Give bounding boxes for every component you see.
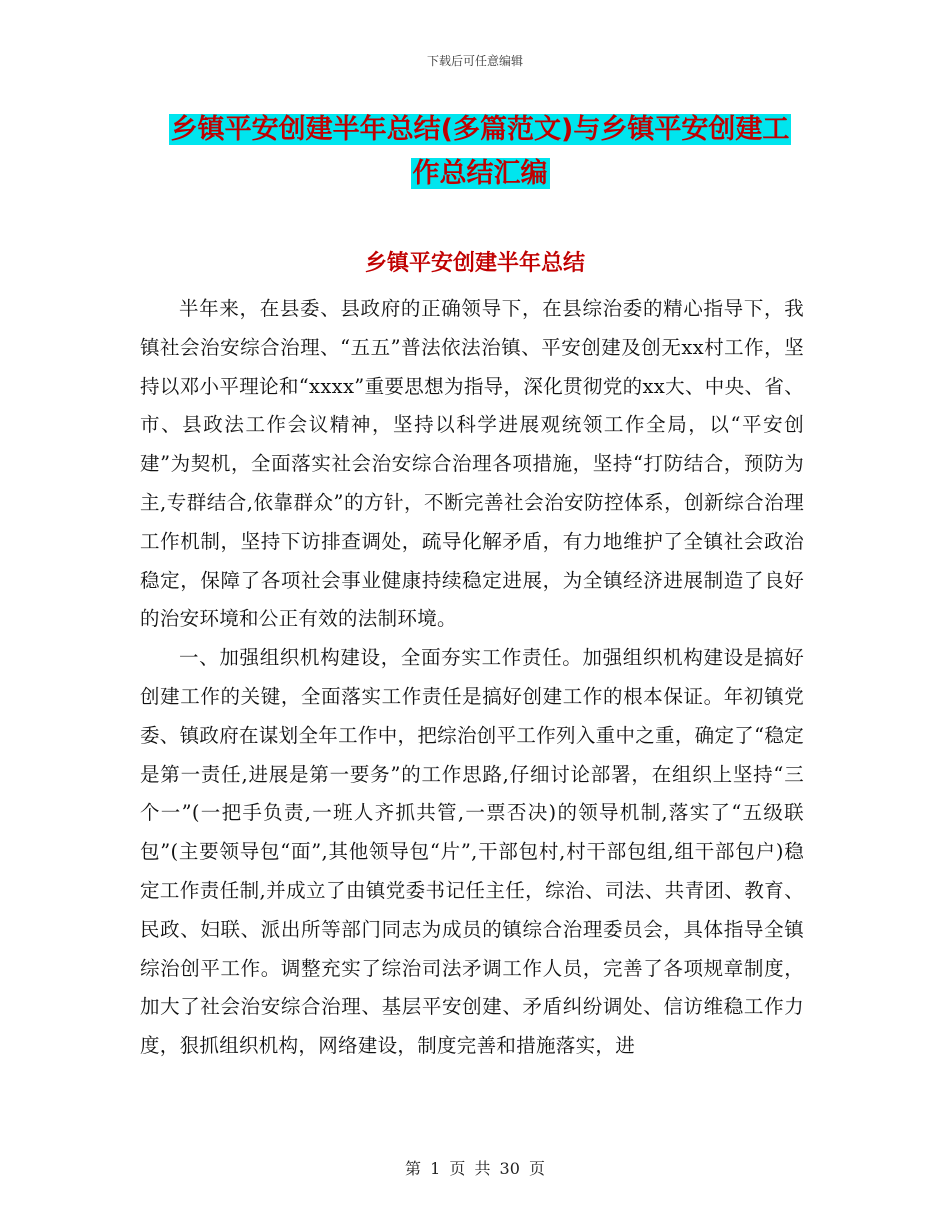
document-title-line-1: 乡镇平安创建半年总结(多篇范文)与乡镇平安创建工 (170, 114, 790, 145)
body-paragraph-section-1: 一、加强组织机构建设，全面夯实工作责任。加强组织机构建设是搞好创建工作的关键，全面落实工作责任是搞好创建工作的根本保证。年初镇党委、镇政府在谋划全年工作中，把综治创平工作列入重中之重，确定了“稳定是第一责任,进展是第一要务”的工作思路,仔细讨论部署，在组织上坚持“三个一”(一把手负责,一班人齐抓共管,一票否决)的领导机制,落实了“五级联包”(主要领导包“面”,其他领导包“片”,干部包村,村干部包组,组干部包户)稳定工作责任制,并成立了由镇党委书记任主任，综治、司法、共青团、教育、民政、妇联、派出所等部门同志为成员的镇综合治理委员会，具体指导全镇综治创平工作。调整充实了综治司法矛调工作人员，完善了各项规章制度，加大了社会治安综合治理、基层平安创建、矛盾纠纷调处、信访维稳工作力度，狠抓组织机构，网络建设，制度完善和措施落实，进 (140, 646, 804, 1058)
section-title: 乡镇平安创建半年总结 (364, 251, 585, 276)
document-body (140, 290, 804, 1066)
page-header-note: 下载后可任意编辑 (426, 54, 523, 68)
document-title-line-2: 作总结汇编 (412, 158, 548, 189)
document-title (140, 108, 820, 196)
page-number-footer: 第 1 页 共 30 页 (405, 1159, 545, 1178)
body-paragraph-intro: 半年来，在县委、县政府的正确领导下，在县综治委的精心指导下，我镇社会治安综合治理、“五五”普法依法治镇、平安创建及创无xx村工作，坚持以邓小平理论和“xxxx”重要思想为指导，深化贯彻党的xx大、中央、省、市、县政法工作会议精神，坚持以科学进展观统领工作全局，以“平安创建”为契机，全面落实社会治安综合治理各项措施，坚持“打防结合，预防为主,专群结合,依靠群众”的方针，不断完善社会治安防控体系，创新综合治理工作机制，坚持下访排查调处，疏导化解矛盾，有力地维护了全镇社会政治稳定，保障了各项社会事业健康持续稳定进展，为全镇经济进展制造了良好的治安环境和公正有效的法制环境。 (140, 297, 804, 631)
